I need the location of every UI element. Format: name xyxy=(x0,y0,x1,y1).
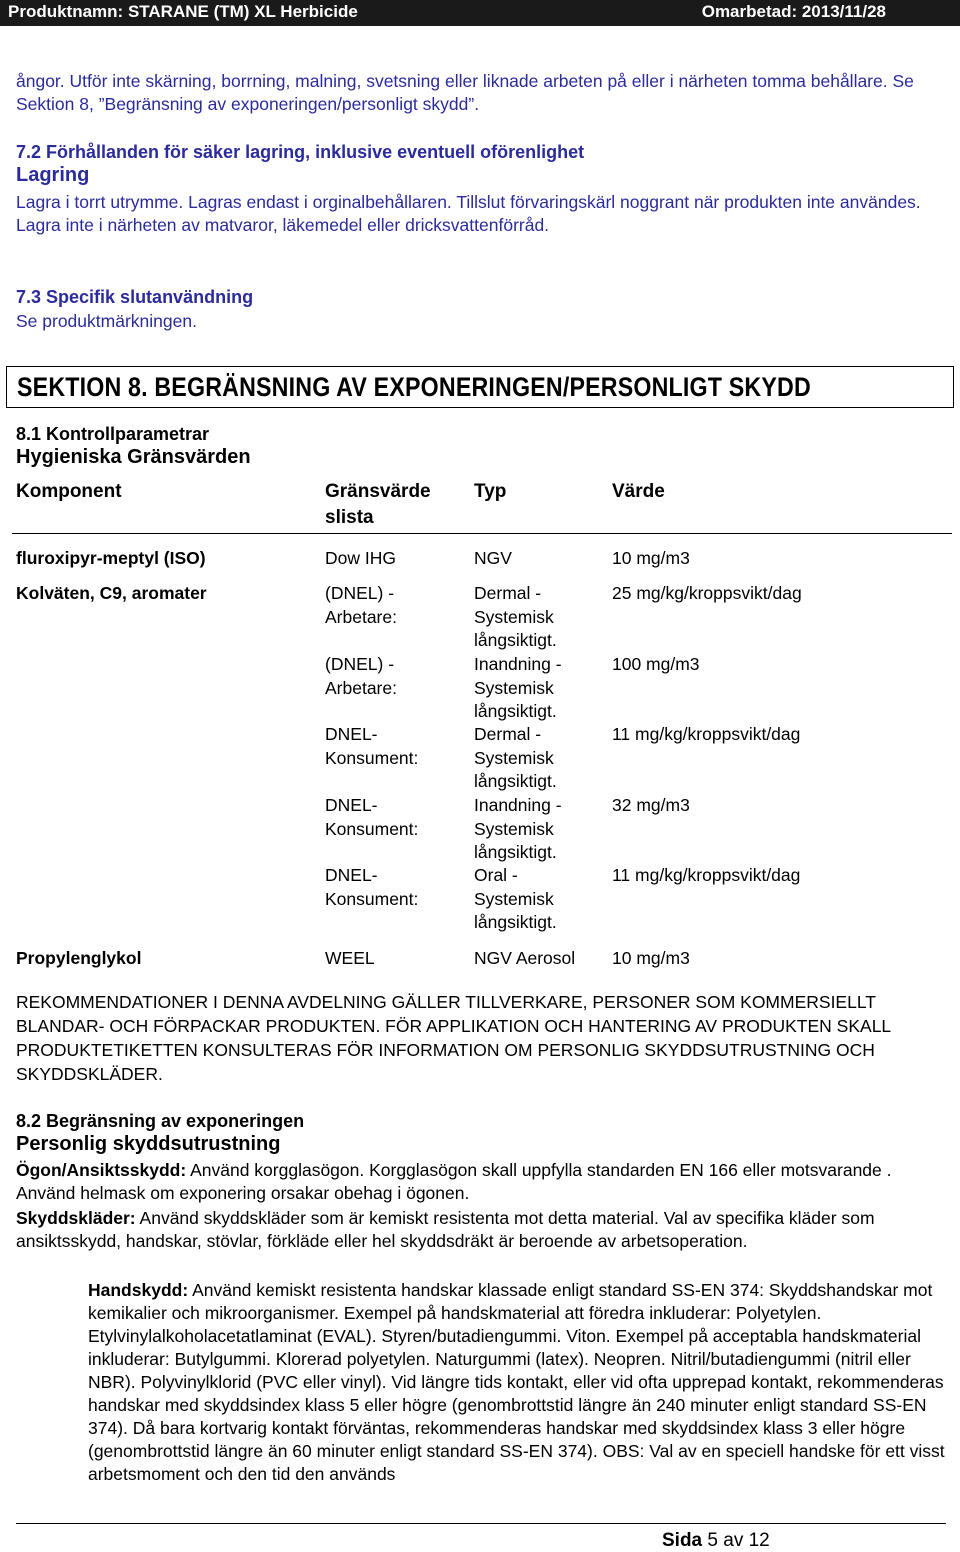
row2-entry5-value: 11 mg/kg/kroppsvikt/dag xyxy=(612,865,801,885)
hand-protection-paragraph xyxy=(88,1279,946,1486)
row3-type: NGV Aerosol xyxy=(474,948,576,968)
revision-date: Omarbetad: 2013/11/28 xyxy=(701,2,886,21)
row2-entry4-value: 32 mg/m3 xyxy=(612,795,690,815)
row2-entry4-list: DNEL- Konsument: xyxy=(325,795,419,839)
row1-value: 10 mg/m3 xyxy=(612,548,690,568)
hand-protection-label: Handskydd: xyxy=(88,1280,189,1300)
hygiene-limits-subheading: Hygieniska Gränsvärden xyxy=(16,446,251,468)
row1-type: NGV xyxy=(474,548,512,568)
eye-protection-paragraph xyxy=(16,1159,946,1205)
row2-entry2-type: Inandning - Systemisk långsiktigt. xyxy=(474,654,562,721)
page-label: Sida xyxy=(662,1530,703,1551)
eye-protection-label: Ögon/Ansiktsskydd: xyxy=(16,1160,187,1180)
row2-entry3-type: Dermal - Systemisk långsiktigt. xyxy=(474,724,557,791)
row1-component: fluroxipyr-meptyl (ISO) xyxy=(16,548,206,568)
row3-list: WEEL xyxy=(325,948,375,968)
row2-entry3-list: DNEL- Konsument: xyxy=(325,724,419,768)
row3-value: 10 mg/m3 xyxy=(612,948,690,968)
protective-clothing-label: Skyddskläder: xyxy=(16,1208,136,1228)
section-7-3-text: Se produktmärkningen. xyxy=(16,311,197,331)
row2-entry4-type: Inandning - Systemisk långsiktigt. xyxy=(474,795,562,862)
page-number xyxy=(662,1530,770,1552)
eye-protection-text: Använd korgglasögon. Korgglasögon skall uppfylla standarden EN 166 eller motsvarande . Använd helmask om exponering orsakar obehag i ögonen. xyxy=(16,1160,892,1203)
col-header-value: Värde xyxy=(612,481,665,502)
col-header-type: Typ xyxy=(474,481,507,502)
hand-protection-text: Använd kemiskt resistenta handskar klassade enligt standard SS-EN 374: Skyddshandskar mot kemikalier och mikroorganismer. Exempel på handskmaterial att föredra inkluderar: Polyetylen. Etylvinylalkoholacetatlaminat (EVAL). Styren/butadiengummi. Viton. Exempel på acceptabla handskmaterial inkluderar: Butylgummi. Klorerad polyetylen. Naturgummi (latex). Neopren. Nitril/butadiengummi (nitril eller NBR). Polyvinylklorid (PVC eller vinyl). Vid längre tids kontakt, eller vid ofta upprepad kontakt, rekommenderas handskar med skyddsindex klass 5 eller högre (genombrottstid längre än 240 minuter enligt standard SS-EN 374). Då bara kortvarig kontakt förväntas, rekommenderas handskar med skyddsindex klass 3 eller högre (genombrottstid längre än 60 minuter enligt standard SS-EN 374). OBS: Val av en speciell handske för ett visst arbetsmoment och den tid den används xyxy=(88,1280,945,1484)
section-8-1-heading: 8.1 Kontrollparametrar xyxy=(16,424,210,444)
row2-entry5-type: Oral - Systemisk långsiktigt. xyxy=(474,865,557,932)
protective-clothing-paragraph xyxy=(16,1207,946,1253)
row2-entry2-value: 100 mg/m3 xyxy=(612,654,700,674)
row2-entry3-value: 11 mg/kg/kroppsvikt/dag xyxy=(612,724,801,744)
intro-paragraph: ångor. Utför inte skärning, borrning, malning, svetsning eller liknade arbeten på eller i närheten tomma behållare. Se Sektion 8, ”Begränsning av exponeringen/personligt skydd”. xyxy=(16,71,914,114)
row1-list: Dow IHG xyxy=(325,548,396,568)
row3-component: Propylenglykol xyxy=(16,948,142,968)
footer-divider xyxy=(16,1523,946,1524)
ppe-subheading: Personlig skyddsutrustning xyxy=(16,1133,281,1155)
section-8-title: SEKTION 8. BEGRÄNSNING AV EXPONERINGEN/PERSONLIGT SKYDD xyxy=(17,372,811,402)
row2-entry1-value: 25 mg/kg/kroppsvikt/dag xyxy=(612,583,802,603)
recommendation-notice: REKOMMENDATIONER I DENNA AVDELNING GÄLLER TILLVERKARE, PERSONER SOM KOMMERSIELLT BLANDAR- OCH FÖRPACKAR PRODUKTEN. FÖR APPLIKATION OCH HANTERING AV PRODUKTEN SKALL PRODUKTETIKETTEN KONSULTERAS FÖR INFORMATION OM PERSONLIG SKYDDSUTRUSTNING OCH SKYDDSKLÄDER. xyxy=(16,992,891,1084)
row2-component: Kolväten, C9, aromater xyxy=(16,583,207,603)
section-8-banner xyxy=(6,366,954,408)
section-7-3-heading: 7.3 Specifik slutanvändning xyxy=(16,287,254,307)
storage-subheading: Lagring xyxy=(16,164,90,186)
row2-entry1-list: (DNEL) - Arbetare: xyxy=(325,583,397,627)
protective-clothing-text: Använd skyddskläder som är kemiskt resistenta mot detta material. Val av specifika kläder som ansiktsskydd, handskar, stövlar, förkläde eller hel skyddsdräkt är beroende av arbetsoperation. xyxy=(16,1208,875,1251)
section-8-2-heading: 8.2 Begränsning av exponeringen xyxy=(16,1111,305,1131)
col-header-component: Komponent xyxy=(16,481,122,502)
page-count: 5 av 12 xyxy=(707,1530,770,1551)
section-7-2-heading: 7.2 Förhållanden för säker lagring, inklusive eventuell oförenlighet xyxy=(16,142,585,162)
product-name: Produktnamn: STARANE (TM) XL Herbicide xyxy=(8,2,358,21)
row2-entry1-type: Dermal - Systemisk långsiktigt. xyxy=(474,583,557,650)
row2-entry2-list: (DNEL) - Arbetare: xyxy=(325,654,397,698)
storage-text: Lagra i torrt utrymme. Lagras endast i orginalbehållaren. Tillslut förvaringskärl noggrant när produkten inte användes. Lagra inte i närheten av matvaror, läkemedel eller dricksvattenförråd. xyxy=(16,192,921,235)
table-header-divider xyxy=(12,533,952,534)
page-header xyxy=(0,0,960,26)
row2-entry5-list: DNEL- Konsument: xyxy=(325,865,419,909)
col-header-list: Gränsvärde slista xyxy=(325,481,431,528)
